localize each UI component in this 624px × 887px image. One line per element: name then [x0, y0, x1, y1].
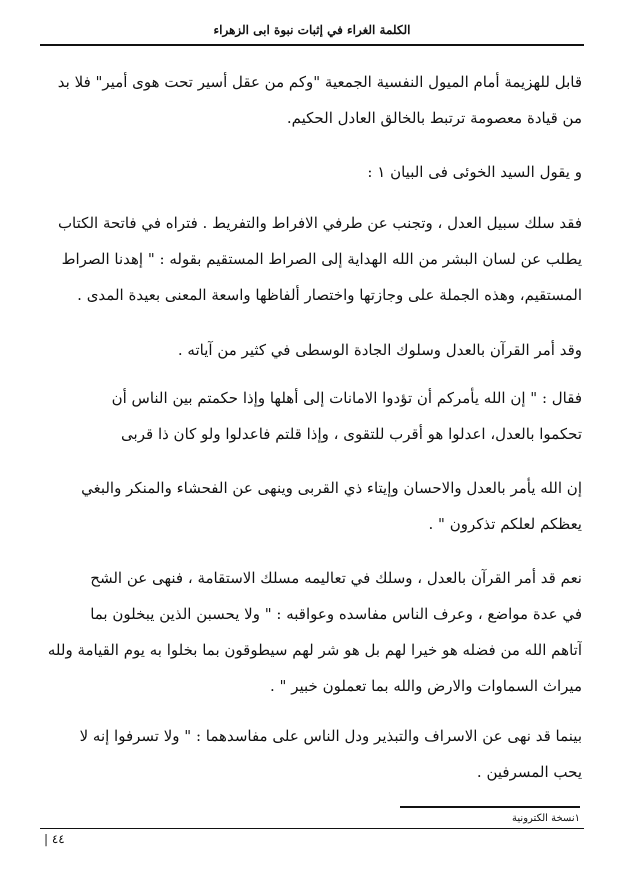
page-number: ٤٤ | [44, 832, 65, 846]
text-line: من قيادة معصومة ترتبط بالخالق العادل الحكيم. [286, 109, 582, 127]
text-line: بينما قد نهى عن الاسراف والتبذير ودل الناس على مفاسدهما : " ولا تسرفوا إنه لا [79, 727, 582, 745]
paragraph-4 [42, 332, 582, 368]
text-line: يحب المسرفين . [476, 763, 582, 781]
paragraph-6 [42, 470, 582, 542]
text-line: تحكموا بالعدل، اعدلوا هو أقرب للتقوى ، وإذا قلتم فاعدلوا ولو كان ذا قربى [121, 425, 582, 443]
paragraph-7 [42, 560, 582, 704]
text-line: يطلب عن لسان البشر من الله الهداية إلى الصراط المستقيم بقوله : " إهدنا الصراط [61, 250, 582, 268]
footnote-divider [400, 806, 580, 808]
paragraph-2 [42, 154, 582, 190]
header-divider [40, 44, 584, 46]
text-line: فقد سلك سبيل العدل ، وتجنب عن طرفي الافراط والتفريط . فتراه في فاتحة الكتاب [57, 214, 582, 232]
paragraph-1 [42, 64, 582, 136]
paragraph-3 [42, 205, 582, 313]
text-line: قابل للهزيمة أمام الميول النفسية الجمعية "وكم من عقل أسير تحت هوى أمير" فلا بد [57, 73, 582, 91]
text-line: نعم قد أمر القرآن بالعدل ، وسلك في تعاليمه مسلك الاستقامة ، فنهى عن الشح [90, 569, 582, 587]
text-line: المستقيم، وهذه الجملة على وجازتها واختصار ألفاظها واسعة المعنى بعيدة المدى . [77, 286, 582, 304]
footnote: ١نسخة الكترونية [512, 813, 580, 824]
paragraph-8 [42, 718, 582, 790]
text-line: و يقول السيد الخوئى فى البيان ١ : [367, 163, 582, 181]
text-line: وقد أمر القرآن بالعدل وسلوك الجادة الوسطى في كثير من آياته . [177, 341, 582, 359]
text-line: ميراث السماوات والارض والله بما تعملون خبير " . [270, 677, 582, 695]
text-line: فقال : " إن الله يأمركم أن تؤدوا الامانات إلى أهلها وإذا حكمتم بين الناس أن [111, 389, 582, 407]
footer-divider [40, 828, 584, 829]
running-header: الكلمة الغراء في إثبات نبوة ابى الزهراء [213, 23, 411, 37]
paragraph-5 [42, 380, 582, 452]
text-line: إن الله يأمر بالعدل والاحسان وإيتاء ذي القربى وينهى عن الفحشاء والمنكر والبغي [81, 479, 582, 497]
text-line: يعظكم لعلكم تذكرون " . [428, 515, 582, 533]
text-line: آتاهم الله من فضله هو خيرا لهم بل هو شر لهم سيطوقون بما بخلوا به يوم القيامة ولله [47, 641, 582, 659]
text-line: في عدة مواضع ، وعرف الناس مفاسده وعواقبه : " ولا يحسبن الذين يبخلون بما [90, 605, 582, 623]
